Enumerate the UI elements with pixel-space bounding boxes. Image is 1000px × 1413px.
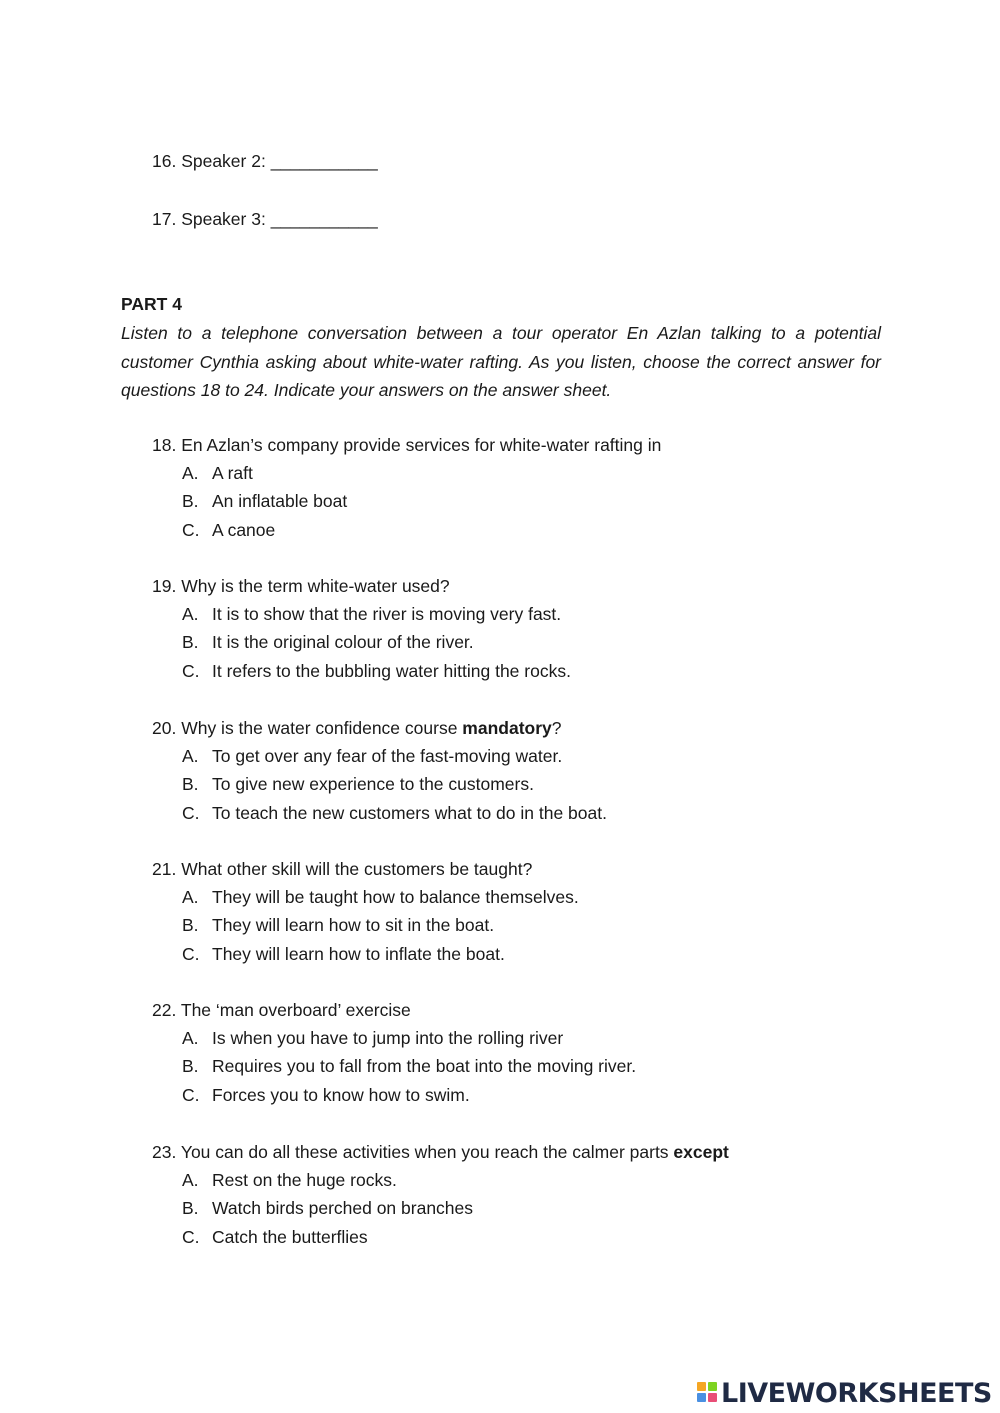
question-text: 20. Why is the water confidence course [152, 718, 463, 738]
question-text: 23. You can do all these activities when you reach the calmer parts [152, 1142, 674, 1162]
question-stem [152, 716, 852, 744]
option-letter: B. [182, 1198, 199, 1219]
option-c[interactable] [152, 518, 852, 546]
option-b[interactable] [152, 913, 852, 941]
part-title: PART 4 [121, 294, 182, 314]
option-letter: A. [182, 887, 199, 907]
question-emphasis: except [673, 1142, 729, 1162]
option-letter: B. [182, 915, 199, 936]
option-text: They will learn how to inflate the boat. [212, 943, 505, 964]
liveworksheets-logo[interactable] [697, 1376, 992, 1412]
option-b[interactable] [152, 1054, 852, 1082]
option-letter: A. [182, 746, 199, 766]
option-c[interactable] [152, 1225, 852, 1253]
speaker-3-answer-line: 17. Speaker 3: ___________ [152, 209, 378, 229]
question-20 [152, 716, 852, 829]
option-text: It is the original colour of the river. [212, 632, 474, 653]
option-text: It refers to the bubbling water hitting the rocks. [212, 660, 571, 681]
logo-square-icon [708, 1393, 717, 1402]
logo-square-icon [697, 1393, 706, 1402]
option-b[interactable] [152, 489, 852, 517]
option-text: Forces you to know how to swim. [212, 1084, 470, 1105]
option-letter: C. [182, 1226, 200, 1247]
option-text: An inflatable boat [212, 491, 348, 512]
question-text-end: ? [551, 718, 562, 738]
option-letter: C. [182, 519, 200, 540]
option-text: Catch the butterflies [212, 1226, 368, 1247]
option-letter: C. [182, 1084, 200, 1105]
question-stem [152, 998, 852, 1026]
option-letter: A. [182, 1028, 199, 1048]
option-c[interactable] [152, 659, 852, 687]
option-letter: B. [182, 632, 199, 653]
logo-square-icon [697, 1382, 706, 1391]
option-a[interactable] [152, 1168, 852, 1196]
question-text: 21. What other skill will the customers be taught? [152, 859, 533, 879]
question-19 [152, 574, 852, 687]
question-22 [152, 998, 852, 1111]
question-21 [152, 857, 852, 970]
question-stem [152, 1140, 852, 1168]
option-text: A raft [212, 463, 253, 483]
option-text: To teach the new customers what to do in the boat. [212, 802, 607, 823]
option-letter: C. [182, 943, 200, 964]
option-text: Watch birds perched on branches [212, 1198, 474, 1219]
question-text: 22. The ‘man overboard’ exercise [152, 1000, 411, 1020]
logo-square-icon [708, 1382, 717, 1391]
option-text: They will be taught how to balance themselves. [212, 887, 579, 907]
question-emphasis: mandatory [462, 718, 552, 738]
question-stem [152, 857, 852, 885]
option-b[interactable] [152, 630, 852, 658]
option-letter: C. [182, 660, 200, 681]
part-instructions: Listen to a telephone conversation between a tour operator En Azlan talking to a potential customer Cynthia asking about white-water rafting. As you listen, choose the correct answer for questions 18 to 24. Indicate your answers on the answer sheet. [121, 323, 881, 400]
option-text: To get over any fear of the fast-moving water. [212, 746, 563, 766]
option-a[interactable] [152, 1026, 852, 1054]
question-text: 19. Why is the term white-water used? [152, 576, 450, 596]
option-a[interactable] [152, 461, 852, 489]
question-stem [152, 574, 852, 602]
option-text: Rest on the huge rocks. [212, 1170, 397, 1190]
question-23 [152, 1140, 852, 1253]
option-a[interactable] [152, 885, 852, 913]
option-text: Requires you to fall from the boat into the moving river. [212, 1056, 637, 1077]
option-c[interactable] [152, 1083, 852, 1111]
option-a[interactable] [152, 744, 852, 772]
question-text: 18. En Azlan’s company provide services for white-water rafting in [152, 435, 662, 455]
option-b[interactable] [152, 1196, 852, 1224]
option-text: They will learn how to sit in the boat. [212, 915, 495, 936]
option-letter: B. [182, 491, 199, 512]
logo-text: LIVEWORKSHEETS [721, 1378, 992, 1409]
question-18 [152, 433, 852, 546]
option-letter: B. [182, 774, 199, 795]
option-letter: A. [182, 1170, 199, 1190]
option-b[interactable] [152, 772, 852, 800]
speaker-2-answer-line: 16. Speaker 2: ___________ [152, 151, 378, 171]
question-stem [152, 433, 852, 461]
option-text: Is when you have to jump into the rolling river [212, 1028, 564, 1048]
option-c[interactable] [152, 942, 852, 970]
option-text: To give new experience to the customers. [212, 774, 534, 795]
option-letter: A. [182, 463, 199, 483]
option-text: A canoe [212, 519, 276, 540]
option-letter: A. [182, 604, 199, 624]
option-text: It is to show that the river is moving very fast. [212, 604, 562, 624]
option-c[interactable] [152, 801, 852, 829]
option-a[interactable] [152, 602, 852, 630]
option-letter: B. [182, 1056, 199, 1077]
logo-mark-icon [697, 1379, 719, 1409]
option-letter: C. [182, 802, 200, 823]
